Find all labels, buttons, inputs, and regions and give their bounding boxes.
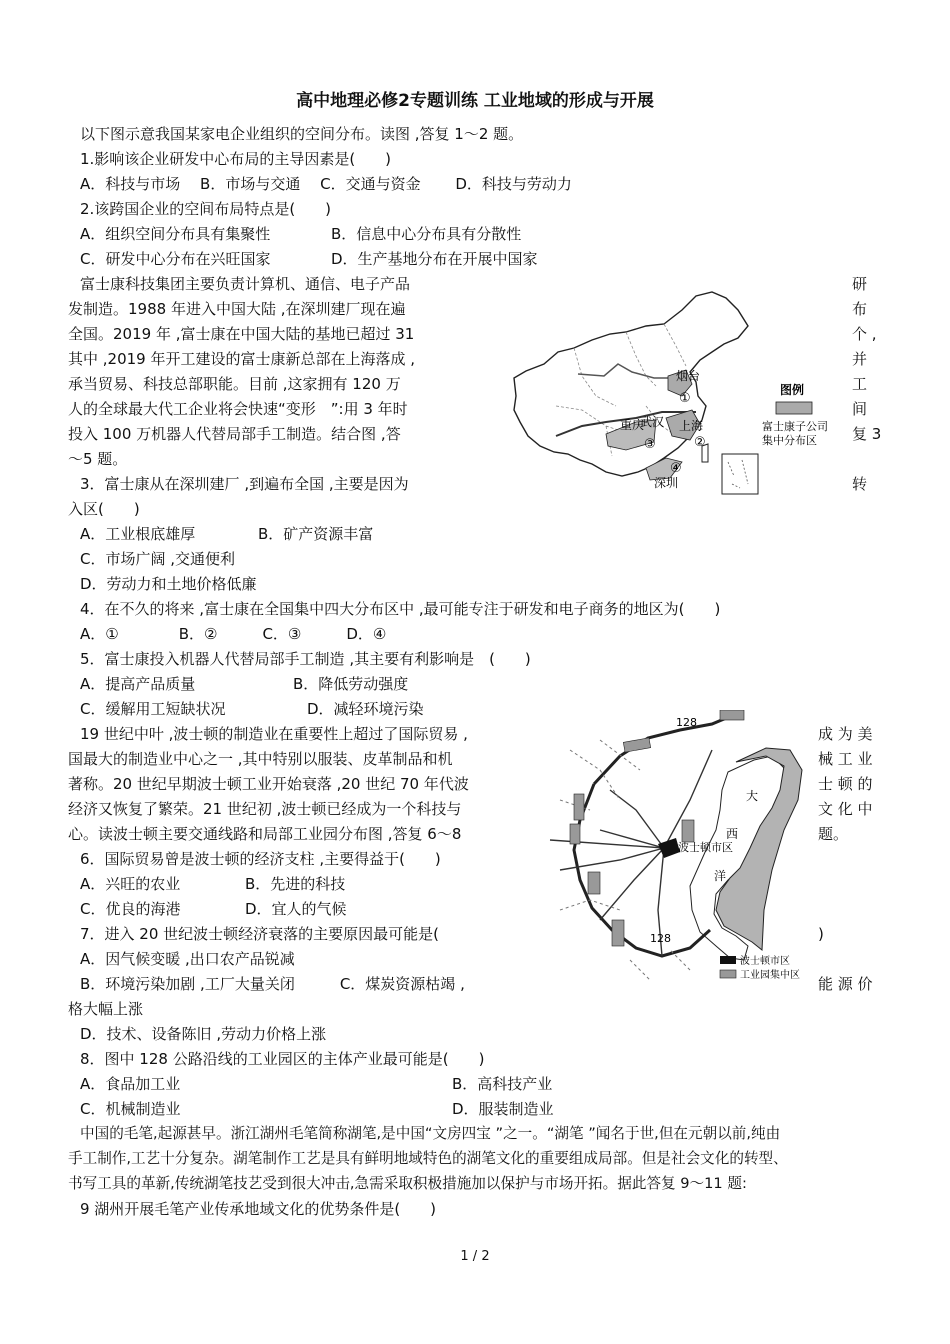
passage-4-line: 中国的毛笔,起源甚早。浙江湖州毛笔简称湖笔,是中国“文房四宝 ”之一。“湖笔 ”闻名于世,但在元朝以前,纯由	[80, 1125, 781, 1142]
q6-option-d: D．宜人的气候	[245, 900, 347, 918]
zone-number: ④	[670, 461, 682, 476]
passage-3-right: 题。	[818, 825, 849, 843]
q2-option-b: B．信息中心分布具有分散性	[331, 225, 522, 243]
china-map-legend	[760, 380, 850, 450]
industrial-park	[623, 738, 650, 752]
q5-option-d: D．减轻环境污染	[307, 700, 424, 718]
passage-2-line: 全国。2019 年 ,富士康在中国大陆的基地已超过 31	[68, 325, 415, 343]
ocean-label-1: 大	[746, 789, 759, 803]
zone-number: ②	[694, 435, 706, 450]
page-title: 高中地理必修2专题训练 工业地域的形成与开展	[296, 91, 654, 111]
passage-2-line: 发制造。1988 年进入中国大陆 ,在深圳建厂现在遍	[68, 300, 406, 318]
china-map-figure	[486, 286, 770, 496]
q3-option-a: A．工业根底雄厚	[80, 525, 196, 543]
question-1: 1.影响该企业研发中心布局的主导因素是( )	[80, 150, 392, 168]
passage-2-line: 其中 ,2019 年开工建设的富士康新总部在上海落成 ,	[68, 350, 416, 368]
passage-4-line: 书写工具的革新,传统湖笔技艺受到很大冲击,急需采取积极措施加以保护与市场开拓。据此答复 9～11 题:	[68, 1175, 747, 1192]
industrial-park	[574, 794, 584, 820]
question-2: 2.该跨国企业的空间布局特点是( )	[80, 200, 332, 218]
q8-option-d: D．服装制造业	[452, 1100, 554, 1118]
q7-option-b-c: B．环境污染加剧 ,工厂大量关闭 C．煤炭资源枯竭 ,	[80, 975, 465, 993]
q7-option-c-right: 能 源 价	[818, 975, 873, 993]
passage-3-right: 成 为 美	[818, 725, 873, 743]
question-6: 6．国际贸易曾是波士顿的经济支柱 ,主要得益于( )	[80, 850, 441, 868]
passage-3-line: 著称。20 世纪早期波士顿工业开始衰落 ,20 世纪 70 年代波	[68, 775, 469, 793]
legend-city-swatch	[720, 956, 736, 964]
q7-option-c-cont: 格大幅上涨	[68, 1000, 144, 1018]
passage-2-right: 转	[852, 475, 868, 493]
label-yantai: 烟台	[676, 369, 701, 383]
question-3-cont: 入区( )	[68, 500, 140, 518]
legend-park-swatch	[720, 970, 736, 978]
passage-2-line: 承当贸易、科技总部职能。目前 ,这家拥有 120 万	[68, 375, 401, 393]
q8-option-b: B．高科技产业	[452, 1075, 553, 1093]
route-128-label: 128	[676, 716, 697, 729]
passage-3-right: 文 化 中	[818, 800, 873, 818]
q5-option-c: C．缓解用工短缺状况	[80, 700, 226, 718]
intro-q1-2: 以下图示意我国某家电企业组织的空间分布。读图 ,答复 1～2 题。	[80, 125, 524, 143]
boston-city-label: 波士顿市区	[678, 841, 733, 854]
q7-option-a: A．因气候变暖 ,出口农产品锐减	[80, 950, 295, 968]
ocean-label-2: 西	[726, 827, 739, 841]
passage-2-right: 个 ,	[852, 325, 877, 343]
q6-option-a: A．兴旺的农业	[80, 875, 181, 893]
passage-3-line: 19 世纪中叶 ,波士顿的制造业在重要性上超过了国际贸易 ,	[80, 725, 468, 743]
industrial-park	[570, 824, 580, 844]
ocean-label-3: 洋	[714, 869, 727, 883]
question-3: 3．富士康从在深圳建厂 ,到遍布全国 ,主要是因为	[80, 475, 409, 493]
question-8: 8．图中 128 公路沿线的工业园区的主体产业最可能是( )	[80, 1050, 485, 1068]
question-9: 9 湖州开展毛笔产业传承地域文化的优势条件是( )	[80, 1200, 437, 1218]
legend-title: 图例	[780, 383, 805, 397]
q2-option-a: A．组织空间分布具有集聚性	[80, 225, 271, 243]
label-chongqing: 重庆	[620, 418, 645, 432]
boston-city	[658, 838, 680, 858]
passage-2-line: 人的全球最大代工企业将会快速“变形 ”:用 3 年时	[68, 400, 408, 418]
q2-option-c: C．研发中心分布在兴旺国家	[80, 250, 271, 268]
q3-option-b: B．矿产资源丰富	[258, 525, 374, 543]
question-5: 5．富士康投入机器人代替局部手工制造 ,其主要有利影响是 ( )	[80, 650, 531, 668]
legend-city-label: 波士顿市区	[740, 956, 790, 967]
label-shanghai: 上海	[679, 419, 704, 433]
zone-number: ①	[679, 391, 691, 406]
passage-2-line: ～5 题。	[68, 450, 128, 468]
route-128-label-2: 128	[650, 932, 671, 945]
q3-option-d: D．劳动力和土地价格低廉	[80, 575, 257, 593]
legend-park-label: 工业园集中区	[740, 970, 800, 981]
q5-option-a: A．提高产品质量	[80, 675, 196, 693]
question-7-close: )	[818, 925, 824, 943]
passage-4-line: 手工制作,工艺十分复杂。湖笔制作工艺是具有鲜明地域特色的湖笔文化的重要组成局部。但是社会文化的转型、	[68, 1150, 788, 1167]
industrial-park	[588, 872, 600, 894]
boston-map-figure	[540, 710, 812, 988]
q6-option-b: B．先进的科技	[245, 875, 346, 893]
q7-option-d: D．技术、设备陈旧 ,劳动力价格上涨	[80, 1025, 327, 1043]
q5-option-b: B．降低劳动强度	[293, 675, 409, 693]
passage-2-right: 复 3	[852, 425, 882, 443]
question-4-options: A．① B．② C．③ D．④	[80, 625, 387, 643]
q8-option-a: A．食品加工业	[80, 1075, 181, 1093]
passage-2-right: 工	[852, 375, 868, 393]
industrial-park	[682, 820, 694, 842]
q6-option-c: C．优良的海港	[80, 900, 181, 918]
passage-3-right: 士 顿 的	[818, 775, 873, 793]
passage-2-right: 间	[852, 400, 868, 418]
label-wuhan: 武汉	[640, 415, 665, 429]
passage-2-right: 布	[852, 300, 868, 318]
legend-label-2: 集中分布区	[762, 434, 817, 447]
label-shenzhen: 深圳	[654, 476, 679, 490]
passage-2-line: 投入 100 万机器人代替局部手工制造。结合图 ,答	[68, 425, 401, 443]
passage-3-line: 国最大的制造业中心之一 ,其中特别以服装、皮革制品和机	[68, 750, 453, 768]
passage-3-right: 械 工 业	[818, 750, 873, 768]
passage-2-right: 研	[852, 275, 868, 293]
passage-2-right: 并	[852, 350, 868, 368]
legend-label-1: 富士康子公司	[762, 420, 828, 433]
passage-3-line: 心。读波士顿主要交通线路和局部工业园分布图 ,答复 6～8	[68, 825, 462, 843]
question-1-options: A．科技与市场 B．市场与交通 C．交通与资金 D．科技与劳动力	[80, 175, 572, 193]
industrial-park	[612, 920, 624, 946]
q3-option-c: C．市场广阔 ,交通便利	[80, 550, 236, 568]
passage-2-line: 富士康科技集团主要负责计算机、通信、电子产品	[80, 275, 411, 293]
legend-swatch	[776, 402, 812, 414]
passage-3-line: 经济又恢复了繁荣。21 世纪初 ,波士顿已经成为一个科技与	[68, 800, 462, 818]
zone-number: ③	[644, 437, 656, 452]
industrial-park	[720, 710, 744, 720]
question-4: 4．在不久的将来 ,富士康在全国集中四大分布区中 ,最可能专注于研发和电子商务的地区为( )	[80, 600, 721, 618]
page-number: 1 / 2	[460, 1249, 490, 1264]
q8-option-c: C．机械制造业	[80, 1100, 181, 1118]
question-7: 7．进入 20 世纪波士顿经济衰落的主要原因最可能是(	[80, 925, 440, 943]
q2-option-d: D．生产基地分布在开展中国家	[331, 250, 538, 268]
